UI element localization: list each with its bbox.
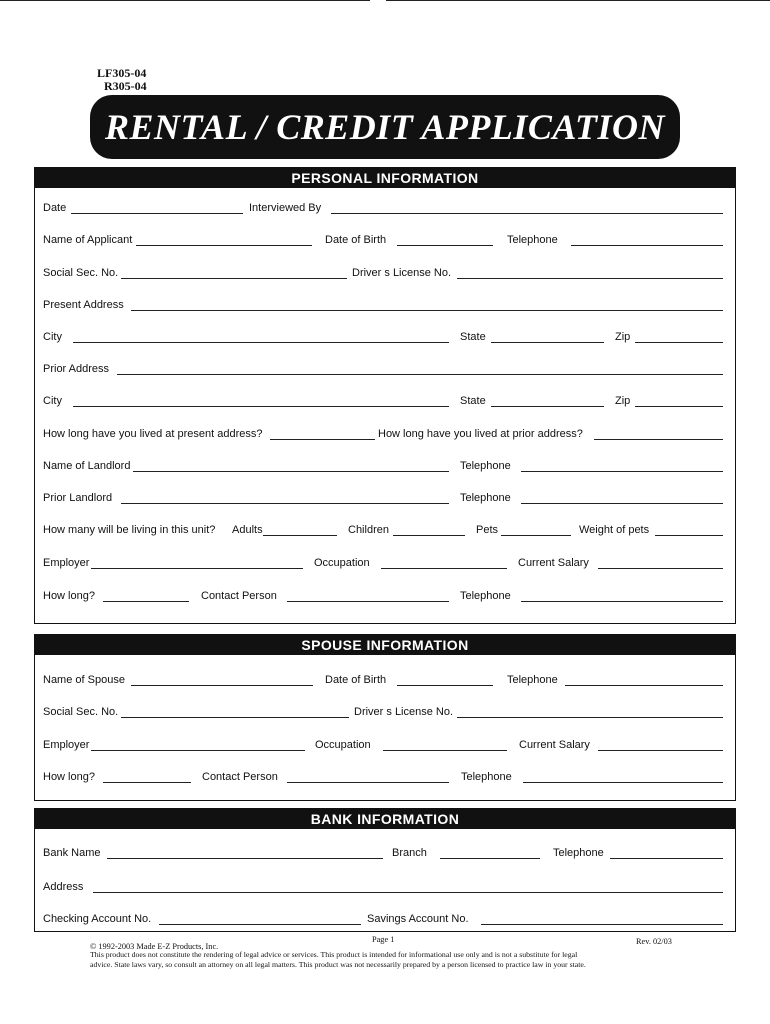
- section-header: PERSONAL INFORMATION: [35, 168, 735, 188]
- name-of-applicant-field[interactable]: [136, 245, 312, 246]
- prior-address-label: Prior Address: [43, 363, 110, 375]
- disclaimer-line: This product does not constitute the rendering of legal advice or services. This product is intended for informational use only and is not a substitute for legal: [90, 950, 578, 959]
- prior-landlord-label: Prior Landlord: [43, 492, 113, 504]
- how-long-prior-field[interactable]: [594, 439, 723, 440]
- adults-label: Adults: [232, 524, 263, 536]
- bank-name-field[interactable]: [107, 858, 383, 859]
- how-long-lived-row: [35, 427, 735, 443]
- name-of-applicant-label: Name of Applicant: [43, 234, 133, 246]
- social-sec-label: Social Sec. No.: [43, 706, 119, 718]
- bank-address-field[interactable]: [93, 892, 723, 893]
- savings-account-label: Savings Account No.: [367, 913, 469, 925]
- landlord-row: [35, 459, 735, 475]
- spouse-employer-row: [35, 738, 735, 754]
- savings-account-field[interactable]: [481, 924, 723, 925]
- name-of-spouse-field[interactable]: [131, 685, 313, 686]
- state-label: State: [460, 331, 486, 343]
- ssn-row: [35, 266, 735, 282]
- employer-label: Employer: [43, 557, 90, 569]
- how-long-present-field[interactable]: [270, 439, 375, 440]
- spouse-name-row: [35, 673, 735, 689]
- form-code: R305-04: [104, 79, 147, 93]
- date-of-birth-label: Date of Birth: [325, 234, 387, 246]
- bank-name-label: Bank Name: [43, 847, 101, 859]
- employer-label: Employer: [43, 739, 90, 751]
- state-label: State: [460, 395, 486, 407]
- telephone-label: Telephone: [460, 590, 511, 602]
- page-title: RENTAL / CREDIT APPLICATION: [105, 107, 665, 147]
- spouse-employer-field[interactable]: [91, 750, 305, 751]
- spouse-telephone-field[interactable]: [565, 685, 723, 686]
- current-salary-label: Current Salary: [519, 739, 590, 751]
- zip-label: Zip: [615, 395, 631, 407]
- spouse-employment-length-row: [35, 770, 735, 786]
- telephone-label: Telephone: [460, 492, 511, 504]
- state-field[interactable]: [491, 342, 604, 343]
- date-row: [35, 201, 735, 217]
- checking-account-label: Checking Account No.: [43, 913, 152, 925]
- prior-landlord-field[interactable]: [121, 503, 449, 504]
- contact-person-label: Contact Person: [201, 590, 277, 602]
- interviewed-by-field[interactable]: [331, 213, 723, 214]
- title-banner: [90, 95, 680, 159]
- prior-state-field[interactable]: [491, 406, 604, 407]
- how-long-label: How long?: [43, 590, 95, 602]
- bank-telephone-field[interactable]: [610, 858, 723, 859]
- current-salary-label: Current Salary: [518, 557, 589, 569]
- pets-field[interactable]: [501, 535, 571, 536]
- telephone-label: Telephone: [507, 234, 558, 246]
- contact-person-label: Contact Person: [202, 771, 278, 783]
- drivers-license-field[interactable]: [457, 278, 723, 279]
- top-border-line: [386, 0, 770, 1]
- children-field[interactable]: [393, 535, 465, 536]
- employment-length-row: [35, 589, 735, 605]
- spouse-date-of-birth-field[interactable]: [397, 685, 493, 686]
- copyright-text: © 1992-2003 Made E-Z Products, Inc.: [90, 942, 219, 951]
- how-long-label: How long?: [43, 771, 95, 783]
- prior-landlord-telephone-field[interactable]: [521, 503, 723, 504]
- section-header: BANK INFORMATION: [35, 809, 735, 829]
- address-label: Address: [43, 881, 84, 893]
- bank-address-row: [35, 880, 735, 896]
- revision-date: Rev. 02/03: [636, 937, 672, 946]
- pets-label: Pets: [476, 524, 499, 536]
- contact-person-field[interactable]: [287, 601, 449, 602]
- prior-city-field[interactable]: [73, 406, 449, 407]
- form-codes: [97, 67, 147, 93]
- spouse-how-long-field[interactable]: [103, 782, 191, 783]
- spouse-current-salary-field[interactable]: [598, 750, 723, 751]
- prior-landlord-row: [35, 491, 735, 507]
- city-label: City: [43, 331, 62, 343]
- name-of-landlord-field[interactable]: [133, 471, 449, 472]
- city-field[interactable]: [73, 342, 449, 343]
- how-many-living-label: How many will be living in this unit?: [43, 524, 216, 536]
- checking-account-field[interactable]: [159, 924, 361, 925]
- social-sec-label: Social Sec. No.: [43, 267, 119, 279]
- employer-field[interactable]: [91, 568, 303, 569]
- how-long-present-label: How long have you lived at present address?: [43, 428, 263, 440]
- social-sec-field[interactable]: [121, 278, 347, 279]
- name-of-spouse-label: Name of Spouse: [43, 674, 125, 686]
- section-header: SPOUSE INFORMATION: [35, 635, 735, 655]
- applicant-row: [35, 233, 735, 249]
- prior-zip-field[interactable]: [635, 406, 723, 407]
- how-long-prior-label: How long have you lived at prior address?: [378, 428, 583, 440]
- present-address-label: Present Address: [43, 299, 124, 311]
- bank-name-row: [35, 846, 735, 862]
- date-label: Date: [43, 202, 67, 214]
- landlord-telephone-field[interactable]: [521, 471, 723, 472]
- weight-of-pets-label: Weight of pets: [579, 524, 650, 536]
- branch-field[interactable]: [440, 858, 540, 859]
- telephone-field[interactable]: [571, 245, 723, 246]
- prior-address-row: [35, 362, 735, 378]
- drivers-license-label: Driver s License No.: [352, 267, 452, 279]
- zip-label: Zip: [615, 331, 631, 343]
- page-number: Page 1: [372, 935, 395, 944]
- telephone-label: Telephone: [553, 847, 604, 859]
- weight-of-pets-field[interactable]: [655, 535, 723, 536]
- how-long-field[interactable]: [103, 601, 189, 602]
- spouse-ssn-row: [35, 705, 735, 721]
- name-of-landlord-label: Name of Landlord: [43, 460, 131, 472]
- spouse-contact-person-field[interactable]: [287, 782, 449, 783]
- spouse-information-section: [34, 634, 736, 801]
- disclaimer-line: advice. State laws vary, so consult an attorney on all legal matters. This product was not necessarily prepared by a person licensed to practice law in your state.: [90, 960, 586, 969]
- children-label: Children: [348, 524, 389, 536]
- present-address-row: [35, 298, 735, 314]
- prior-city-row: [35, 394, 735, 410]
- prior-address-field[interactable]: [117, 374, 723, 375]
- telephone-label: Telephone: [461, 771, 512, 783]
- occupants-row: [35, 523, 735, 539]
- spouse-social-sec-field[interactable]: [121, 717, 349, 718]
- spouse-drivers-license-field[interactable]: [457, 717, 723, 718]
- top-border-line: [0, 0, 370, 1]
- account-numbers-row: [35, 912, 735, 928]
- city-label: City: [43, 395, 62, 407]
- personal-information-section: [34, 167, 736, 624]
- date-of-birth-label: Date of Birth: [325, 674, 387, 686]
- branch-label: Branch: [392, 847, 427, 859]
- occupation-field[interactable]: [381, 568, 507, 569]
- employer-row: [35, 556, 735, 572]
- spouse-contact-telephone-field[interactable]: [523, 782, 723, 783]
- zip-field[interactable]: [635, 342, 723, 343]
- contact-telephone-field[interactable]: [521, 601, 723, 602]
- current-salary-field[interactable]: [598, 568, 723, 569]
- adults-field[interactable]: [263, 535, 337, 536]
- occupation-label: Occupation: [314, 557, 370, 569]
- city-row: [35, 330, 735, 346]
- date-field[interactable]: [71, 213, 243, 214]
- telephone-label: Telephone: [507, 674, 558, 686]
- form-code: LF305-04: [97, 66, 147, 80]
- interviewed-by-label: Interviewed By: [249, 202, 322, 214]
- date-of-birth-field[interactable]: [397, 245, 493, 246]
- telephone-label: Telephone: [460, 460, 511, 472]
- occupation-label: Occupation: [315, 739, 371, 751]
- bank-information-section: [34, 808, 736, 932]
- spouse-occupation-field[interactable]: [383, 750, 507, 751]
- present-address-field[interactable]: [131, 310, 723, 311]
- drivers-license-label: Driver s License No.: [354, 706, 454, 718]
